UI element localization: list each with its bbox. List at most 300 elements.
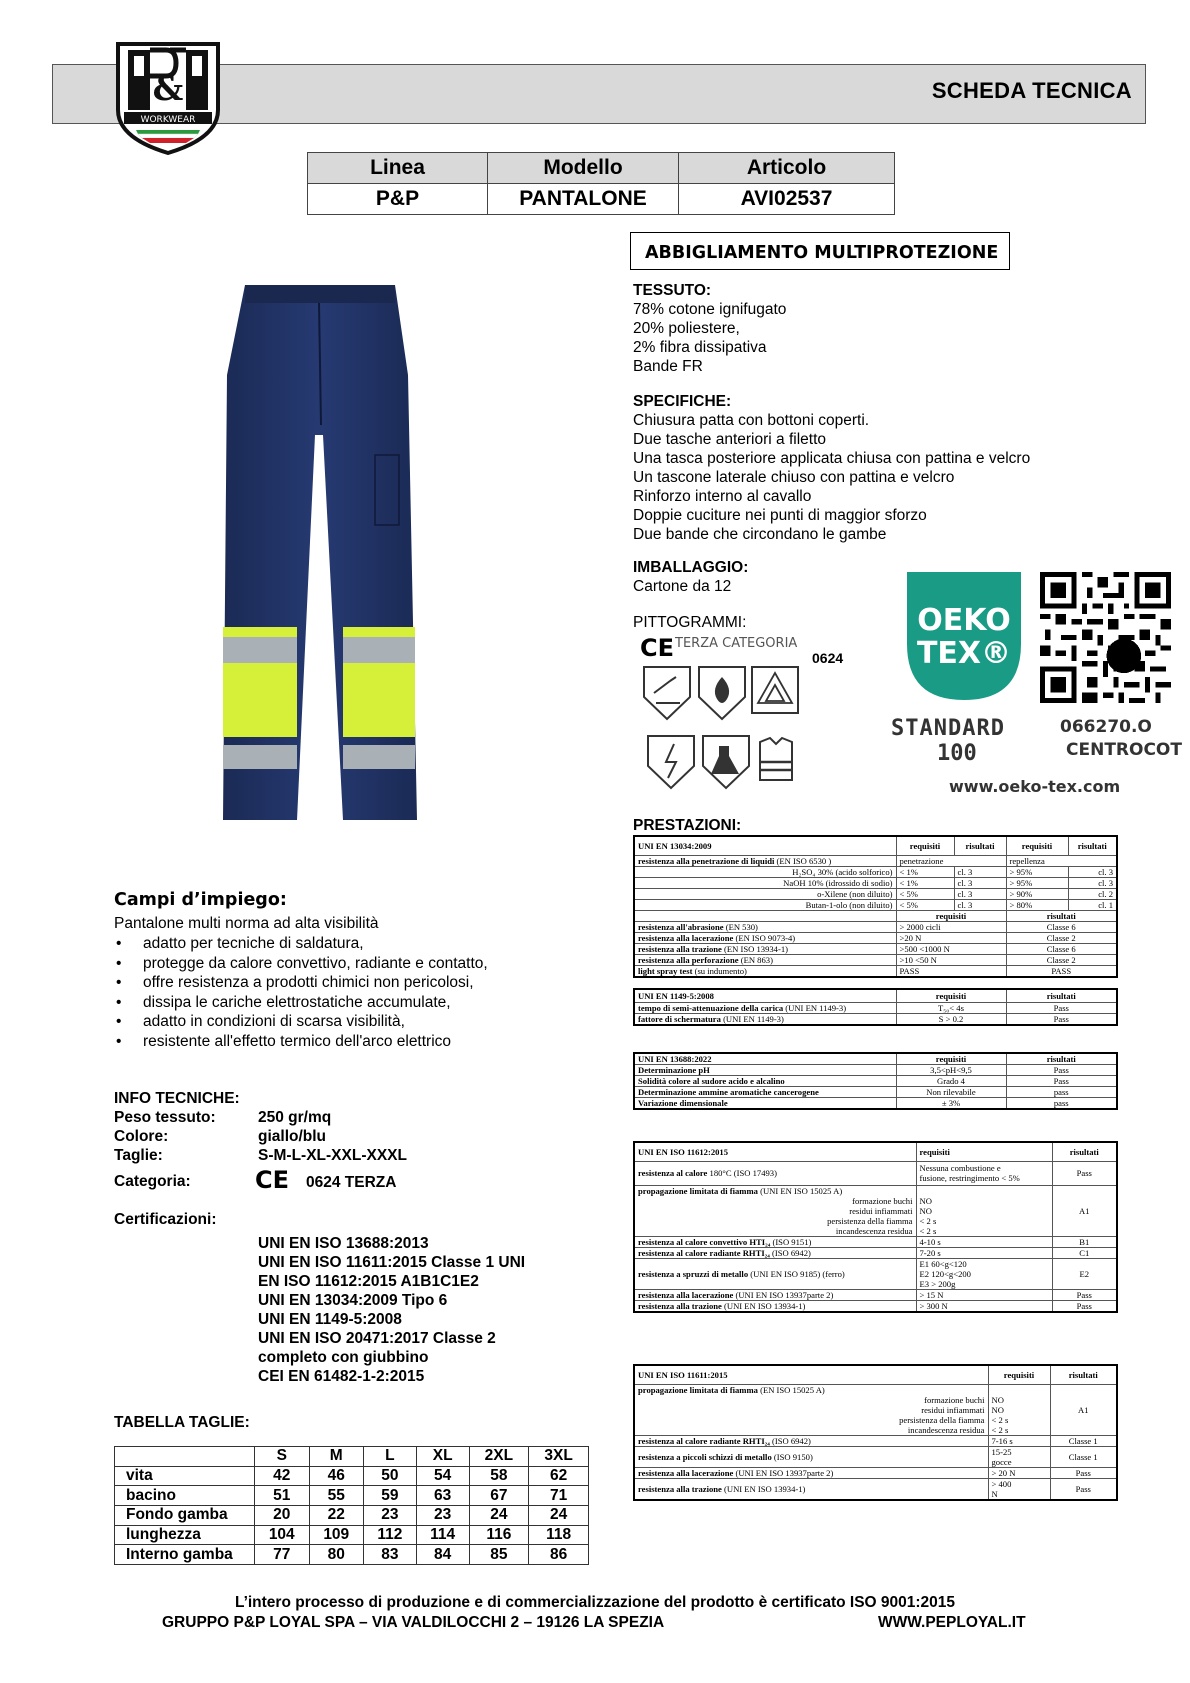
table-cell: < 2 s — [919, 1215, 937, 1226]
certification: UNI EN 13034:2009 Tipo 6 — [258, 1292, 448, 1309]
size-corner — [115, 1447, 255, 1467]
table-cell: 7-16 s — [988, 1435, 1050, 1446]
svg-text:&: & — [152, 69, 184, 109]
table-en13688 — [633, 1052, 1118, 1110]
table-cell: cl. 3 — [954, 899, 1006, 910]
table-cell: cl. 3 — [954, 866, 1006, 877]
certifications-list — [258, 1234, 558, 1386]
certification: completo con giubbino — [258, 1349, 429, 1366]
table-cell: 51 — [255, 1486, 310, 1506]
size-header: 2XL — [469, 1447, 529, 1467]
campi-intro: Pantalone multi norma ad alta visibilità — [114, 914, 379, 932]
sub-label: formazione buchi — [924, 1394, 985, 1405]
categoria-label: Categoria: — [114, 1173, 191, 1190]
col-header: requisiti — [988, 1365, 1050, 1384]
certification: UNI EN ISO 13688:2013 — [258, 1235, 429, 1252]
logo-caption: WORKWEAR — [140, 115, 196, 125]
table-cell: penetrazione — [896, 855, 1006, 866]
oeko-line1: OEKO — [917, 603, 1011, 638]
footer-certification: L’intero processo di produzione e di commercializzazione del prodotto è certificato ISO 9001:2015 — [234, 1594, 956, 1611]
flame-pictogram-icon — [699, 667, 745, 719]
table-title: UNI EN ISO 11612:2015 — [634, 1142, 916, 1161]
col-header: requisiti — [896, 1053, 1006, 1065]
row-label: o-Xilene (non diluito) — [634, 888, 896, 899]
table-row — [634, 954, 1117, 965]
table-cell: pass — [1006, 1098, 1117, 1110]
table-cell: 109 — [309, 1525, 364, 1545]
page-title: SCHEDA TECNICA — [931, 78, 1132, 103]
certification: UNI EN ISO 20471:2017 Classe 2 — [258, 1330, 496, 1347]
tessuto-line: Bande FR — [633, 358, 703, 375]
size-header: XL — [416, 1447, 469, 1467]
oeko-line2: TEX® — [916, 636, 1012, 671]
row-norm: (UNI EN ISO 9185) (ferro) — [750, 1268, 845, 1279]
table-row — [634, 921, 1117, 932]
table-row — [634, 1076, 1117, 1087]
table-cell: Classe 2 — [1006, 932, 1117, 943]
table-cell: 112 — [364, 1525, 417, 1545]
table-cell: E1 60<g<120 — [919, 1258, 967, 1269]
row-label: resistenza alla trazione — [638, 943, 722, 954]
table-cell: 15-25 — [991, 1446, 1012, 1457]
table-cell: Pass — [1006, 1076, 1117, 1087]
row-label: resistenza al calore — [638, 1168, 708, 1178]
table-cell: PASS — [896, 965, 1006, 977]
specifiche-line: Due tasche anteriori a filetto — [633, 431, 826, 448]
row-label: Solidità colore al sudore acido e alcalino — [638, 1076, 785, 1086]
table-cell: A1 — [1050, 1384, 1117, 1435]
table-cell: > 400 — [991, 1478, 1012, 1489]
table-cell: repellenza — [1006, 855, 1117, 866]
row-label: resistenza alla lacerazione — [638, 1289, 734, 1300]
table-cell: A1 — [1052, 1185, 1117, 1236]
table-title: UNI EN 13688:2022 — [634, 1053, 896, 1065]
colore-label: Colore: — [114, 1128, 169, 1145]
table-cell: Pass — [1050, 1467, 1117, 1478]
oeko-standard: STANDARD — [891, 716, 1005, 741]
table-cell: NO — [991, 1404, 1004, 1415]
row-norm: (ISO 9150) — [773, 1451, 813, 1462]
table-cell: Non rilevabile — [896, 1087, 1006, 1098]
table-cell: 54 — [416, 1466, 469, 1486]
ce-mark-icon: CE — [640, 634, 675, 662]
pictograms-row-2 — [644, 732, 804, 792]
table-cell: Classe 2 — [1006, 954, 1117, 965]
colore-value: giallo/blu — [258, 1128, 327, 1145]
row-label: Fondo gamba — [115, 1506, 255, 1526]
tessuto-heading: TESSUTO: — [633, 282, 712, 299]
oeko-standard-number: 100 — [937, 741, 977, 766]
col-header: requisiti — [916, 1142, 1052, 1161]
row-label: tempo di semi-attenuazione della carica — [638, 1002, 784, 1013]
table-cell: < 5% — [896, 888, 954, 899]
table-cell: > 95% — [1006, 877, 1068, 888]
table-row — [634, 1384, 1117, 1435]
table-cell: cl. 3 — [954, 888, 1006, 899]
info-section — [114, 1089, 407, 1165]
table-cell: 84 — [416, 1545, 469, 1565]
oeko-url: www.oeko-tex.com — [949, 777, 1121, 796]
row-label: resistenza a spruzzi di metallo — [638, 1268, 749, 1279]
oeko-tex-logo-text — [899, 604, 1029, 670]
row-norm: (EN 863) — [740, 954, 773, 965]
table-row — [634, 866, 1117, 877]
sub-label: persistenza della fiamma — [899, 1414, 985, 1425]
notified-body-number: 0624 — [812, 650, 844, 666]
oeko-code: 066270.O — [1060, 717, 1152, 737]
table-cell: < 5% — [896, 899, 954, 910]
row-norm: (EN ISO 6530 ) — [776, 855, 832, 866]
peso-label: Peso tessuto: — [114, 1109, 216, 1126]
table-row — [634, 1236, 1117, 1247]
table-cell: NO — [991, 1394, 1004, 1405]
specifiche-heading: SPECIFICHE: — [633, 393, 732, 410]
table-cell: 71 — [529, 1486, 589, 1506]
table-cell: E2 — [1052, 1258, 1117, 1289]
row-label: propagazione limitata di fiamma — [638, 1185, 758, 1196]
high-visibility-pictogram-icon — [760, 738, 792, 780]
table-cell: 114 — [416, 1525, 469, 1545]
table-cell: 67 — [469, 1486, 529, 1506]
table-cell: > 15 N — [916, 1289, 1052, 1300]
size-table — [114, 1446, 589, 1565]
table-cell: Nessuna combustione e — [919, 1163, 1001, 1173]
row-norm: (UNI EN ISO 13937parte 2) — [735, 1467, 834, 1478]
list-item: • resistente all'effetto termico dell'arco elettrico — [114, 1032, 488, 1052]
electrostatic-pictogram-icon — [648, 736, 694, 788]
table-row — [634, 1478, 1117, 1500]
table-cell: N — [991, 1488, 998, 1499]
row-label: lunghezza — [115, 1525, 255, 1545]
specifiche-line: Due bande che circondano le gambe — [633, 526, 887, 543]
table-cell: NO — [919, 1195, 932, 1206]
specifiche-section — [633, 392, 1030, 544]
size-header: L — [364, 1447, 417, 1467]
row-norm: (UNI EN ISO 15025 A) — [760, 1185, 843, 1196]
list-item: • protegge da calore convettivo, radiante e contatto, — [114, 954, 488, 974]
size-header: M — [309, 1447, 364, 1467]
specifiche-line: Un tascone laterale chiuso con pattina e velcro — [633, 469, 955, 486]
list-item: • dissipa le cariche elettrostatiche accumulate, — [114, 993, 488, 1013]
table-cell: Pass — [1006, 1002, 1117, 1013]
table-row — [634, 1258, 1117, 1289]
table-cell: Pass — [1050, 1478, 1117, 1500]
table-row — [634, 965, 1117, 977]
row-norm: (ISO 6942) — [771, 1247, 811, 1258]
table-row — [115, 1486, 589, 1506]
table-cell: > 80% — [1006, 899, 1068, 910]
col-header: risultati — [1006, 989, 1117, 1002]
table-cell: 24 — [469, 1506, 529, 1526]
table-row — [634, 932, 1117, 943]
table-cell: 23 — [416, 1506, 469, 1526]
categoria-value: 0624 TERZA — [306, 1174, 397, 1191]
table-cell: Pass — [1006, 1013, 1117, 1025]
table-row — [634, 877, 1117, 888]
table-cell: 104 — [255, 1525, 310, 1545]
taglie-label: Taglie: — [114, 1147, 163, 1164]
table-row — [115, 1466, 589, 1486]
oeko-institute: CENTROCOT — [1066, 740, 1182, 760]
row-label: Butan-1-olo (non diluito) — [634, 899, 896, 910]
value-linea: P&P — [308, 184, 488, 215]
table-row — [634, 1289, 1117, 1300]
brand-logo — [114, 40, 222, 155]
row-label: H₂SO₄ 30% (acido solforico) — [634, 866, 896, 877]
table-cell: Grado 4 — [896, 1076, 1006, 1087]
table-cell: ± 3% — [896, 1098, 1006, 1110]
product-image — [215, 285, 425, 825]
table-row — [634, 1446, 1117, 1467]
info-heading: INFO TECNICHE: — [114, 1090, 240, 1107]
table-cell: Pass — [1052, 1161, 1117, 1185]
specifiche-line: Una tasca posteriore applicata chiusa con pattina e velcro — [633, 450, 1031, 467]
table-cell: 86 — [529, 1545, 589, 1565]
list-item: • adatto per tecniche di saldatura, — [114, 934, 488, 954]
table-row — [634, 1161, 1117, 1185]
table-cell: < 1% — [896, 877, 954, 888]
table-cell: 42 — [255, 1466, 310, 1486]
table-row — [634, 1185, 1117, 1236]
table-cell: 4-10 s — [916, 1236, 1052, 1247]
table-cell: 83 — [364, 1545, 417, 1565]
tessuto-line: 20% poliestere, — [633, 320, 740, 337]
specifiche-line: Rinforzo interno al cavallo — [633, 488, 812, 505]
row-label: resistenza alla lacerazione — [638, 1467, 734, 1478]
row-norm: (UNI EN ISO 13937parte 2) — [735, 1289, 834, 1300]
table-cell: C1 — [1052, 1247, 1117, 1258]
table-cell: < 2 s — [991, 1414, 1009, 1425]
product-table — [307, 152, 895, 215]
campi-heading: Campi d’impiego: — [114, 890, 287, 910]
certification: CEI EN 61482-1-2:2015 — [258, 1368, 425, 1385]
table-row — [634, 855, 1117, 866]
row-label: propagazione limitata di fiamma — [638, 1384, 758, 1395]
table-cell: 23 — [364, 1506, 417, 1526]
table-cell: Pass — [1052, 1300, 1117, 1312]
table-cell: Classe 6 — [1006, 943, 1117, 954]
header-articolo: Articolo — [679, 153, 895, 184]
table-row — [634, 1087, 1117, 1098]
table-en1149 — [633, 988, 1118, 1026]
table-iso11612 — [633, 1141, 1118, 1313]
table-iso11611 — [633, 1364, 1118, 1501]
value-articolo: AVI02537 — [679, 184, 895, 215]
table-row — [115, 1506, 589, 1526]
footer-website-link[interactable]: WWW.PEPLOYAL.IT — [878, 1614, 1026, 1631]
row-norm: (UNI EN ISO 13934-1) — [724, 1300, 806, 1311]
row-label: resistenza al calore radiante RHTI₂₄ — [638, 1435, 770, 1446]
row-label: resistenza a piccoli schizzi di metallo — [638, 1451, 772, 1462]
row-label: Variazione dimensionale — [638, 1098, 728, 1108]
table-row — [634, 1013, 1117, 1025]
prestazioni-heading: PRESTAZIONI: — [633, 817, 742, 834]
sub-label: formazione buchi — [852, 1195, 913, 1206]
certification: UNI EN 1149-5:2008 — [258, 1311, 402, 1328]
table-cell: 55 — [309, 1486, 364, 1506]
size-header: S — [255, 1447, 310, 1467]
row-norm: (ISO 9151) — [772, 1236, 812, 1247]
chemical-pictogram-icon — [703, 736, 749, 788]
tessuto-line: 78% cotone ignifugato — [633, 301, 787, 318]
table-row — [634, 1247, 1117, 1258]
imballaggio-value: Cartone da 12 — [633, 578, 732, 595]
pittogrammi-heading: PITTOGRAMMI: — [633, 614, 747, 631]
table-cell: 118 — [529, 1525, 589, 1545]
sub-label: residui infiammati — [849, 1205, 913, 1216]
header-linea: Linea — [308, 153, 488, 184]
ce-mark-icon: CE — [255, 1166, 290, 1194]
table-row — [634, 1002, 1117, 1013]
table-row — [634, 888, 1117, 899]
row-norm: (ISO 6942) — [771, 1435, 811, 1446]
value-modello: PANTALONE — [488, 184, 679, 215]
size-header: 3XL — [529, 1447, 589, 1467]
table-cell: E3 > 200g — [919, 1278, 956, 1289]
table-en13034 — [633, 835, 1118, 978]
campi-section — [114, 891, 488, 1051]
list-item: • adatto in condizioni di scarsa visibilità, — [114, 1012, 488, 1032]
table-cell: 77 — [255, 1545, 310, 1565]
campi-list — [114, 934, 488, 1051]
table-cell: 58 — [469, 1466, 529, 1486]
row-label: resistenza alla trazione — [638, 1483, 722, 1494]
table-row — [634, 910, 1117, 921]
col-header: requisiti — [896, 989, 1006, 1002]
row-label: Determinazione ammine aromatiche cancerogene — [638, 1087, 819, 1097]
specifiche-line: Chiusura patta con bottoni coperti. — [633, 412, 870, 429]
row-label: fattore di schermatura — [638, 1013, 721, 1024]
table-cell: cl. 3 — [1068, 877, 1117, 888]
table-cell: E2 120<g<200 — [919, 1268, 971, 1279]
table-cell: PASS — [1006, 965, 1117, 977]
table-title: UNI EN ISO 11611:2015 — [634, 1365, 988, 1384]
row-label: bacino — [115, 1486, 255, 1506]
col-header: requisiti — [896, 836, 954, 855]
table-cell: < 2 s — [991, 1424, 1009, 1435]
row-label: vita — [115, 1466, 255, 1486]
table-cell: 59 — [364, 1486, 417, 1506]
row-label: resistenza alla trazione — [638, 1300, 722, 1311]
table-cell: < 1% — [896, 866, 954, 877]
table-cell: 20 — [255, 1506, 310, 1526]
table-cell: >500 <1000 N — [896, 943, 1006, 954]
table-cell: 7-20 s — [916, 1247, 1052, 1258]
table-cell: Pass — [1052, 1289, 1117, 1300]
table-cell: > 20 N — [988, 1467, 1050, 1478]
footer-address: GRUPPO P&P LOYAL SPA – VIA VALDILOCCHI 2 – 19126 LA SPEZIA — [162, 1614, 665, 1631]
table-cell: 85 — [469, 1545, 529, 1565]
row-label: NaOH 10% (idrossido di sodio) — [634, 877, 896, 888]
table-cell: 116 — [469, 1525, 529, 1545]
category-box: ABBIGLIAMENTO MULTIPROTEZIONE — [630, 232, 1010, 270]
table-cell: cl. 2 — [1068, 888, 1117, 899]
table-cell: 24 — [529, 1506, 589, 1526]
row-label: Interno gamba — [115, 1545, 255, 1565]
taglie-value: S-M-L-XL-XXL-XXXL — [258, 1147, 407, 1164]
row-norm: (UNI EN 1149-3) — [723, 1013, 784, 1024]
table-cell: fusione, restringimento < 5% — [919, 1173, 1020, 1183]
table-cell: T₅₀< 4s — [896, 1002, 1006, 1013]
col-header: risultati — [1006, 1053, 1117, 1065]
table-cell: 63 — [416, 1486, 469, 1506]
table-cell: >20 N — [896, 932, 1006, 943]
table-cell: 22 — [309, 1506, 364, 1526]
table-row — [115, 1545, 589, 1565]
table-row — [634, 943, 1117, 954]
table-cell: > 90% — [1006, 888, 1068, 899]
table-row — [634, 1065, 1117, 1076]
table-row — [634, 1300, 1117, 1312]
table-row — [634, 899, 1117, 910]
table-cell: > 2000 cicli — [896, 921, 1006, 932]
peso-value: 250 gr/mq — [258, 1109, 332, 1126]
table-cell: cl. 1 — [1068, 899, 1117, 910]
table-cell: gocce — [991, 1456, 1012, 1467]
col-header: risultati — [954, 836, 1006, 855]
qr-code[interactable] — [1040, 572, 1171, 703]
certification: UNI EN ISO 11611:2015 Classe 1 UNI — [258, 1254, 526, 1271]
table-cell: > 300 N — [916, 1300, 1052, 1312]
row-label: resistenza alla lacerazione — [638, 932, 734, 943]
table-row — [634, 1098, 1117, 1110]
list-item: • offre resistenza a prodotti chimici non pericolosi, — [114, 973, 488, 993]
row-label: resistenza alla penetrazione di liquidi — [638, 855, 775, 866]
sub-label: incandescenza residua — [907, 1424, 985, 1435]
size-table-heading: TABELLA TAGLIE: — [114, 1414, 250, 1431]
row-norm: (EN ISO 15025 A) — [760, 1384, 825, 1395]
col-header: risultati — [1052, 1142, 1117, 1161]
table-cell: 80 — [309, 1545, 364, 1565]
sub-label: residui infiammati — [921, 1404, 985, 1415]
tessuto-line: 2% fibra dissipativa — [633, 339, 767, 356]
col-header: requisiti — [1006, 836, 1068, 855]
table-cell: cl. 3 — [1068, 866, 1117, 877]
tessuto-section — [633, 281, 786, 376]
row-norm: (EN ISO 9073-4) — [735, 932, 796, 943]
table-cell: Pass — [1006, 1065, 1117, 1076]
col-header: requisiti — [935, 910, 967, 921]
table-cell: 46 — [309, 1466, 364, 1486]
table-cell: Classe 1 — [1050, 1435, 1117, 1446]
table-cell: 62 — [529, 1466, 589, 1486]
col-header: risultati — [1050, 1365, 1117, 1384]
sub-label: incandescenza residua — [835, 1225, 913, 1236]
table-row — [634, 1435, 1117, 1446]
header-modello: Modello — [488, 153, 679, 184]
certification: EN ISO 11612:2015 A1B1C1E2 — [258, 1273, 479, 1290]
table-cell: Classe 1 — [1050, 1446, 1117, 1467]
table-cell: Classe 6 — [1006, 921, 1117, 932]
table-cell: B1 — [1052, 1236, 1117, 1247]
row-norm: (UNI EN 1149-3) — [785, 1002, 847, 1013]
table-title: UNI EN 1149-5:2008 — [634, 989, 896, 1002]
row-label: light spray test — [638, 965, 693, 976]
row-label: resistenza al calore convettivo HTI₂₄ — [638, 1236, 771, 1247]
table-row — [115, 1525, 589, 1545]
cert-label: Certificazioni: — [114, 1211, 217, 1228]
welding-pictogram-icon — [644, 667, 690, 719]
table-cell: < 2 s — [919, 1225, 937, 1236]
imballaggio-section — [633, 558, 748, 596]
row-label: resistenza all'abrasione — [638, 921, 724, 932]
table-cell: cl. 3 — [954, 877, 1006, 888]
row-norm: (EN ISO 13934-1) — [724, 943, 788, 954]
col-header: risultati — [1046, 910, 1076, 921]
specifiche-line: Doppie cuciture nei punti di maggior sforzo — [633, 507, 927, 524]
pictograms-row-1 — [640, 663, 800, 723]
heat-pictogram-icon — [752, 667, 798, 713]
